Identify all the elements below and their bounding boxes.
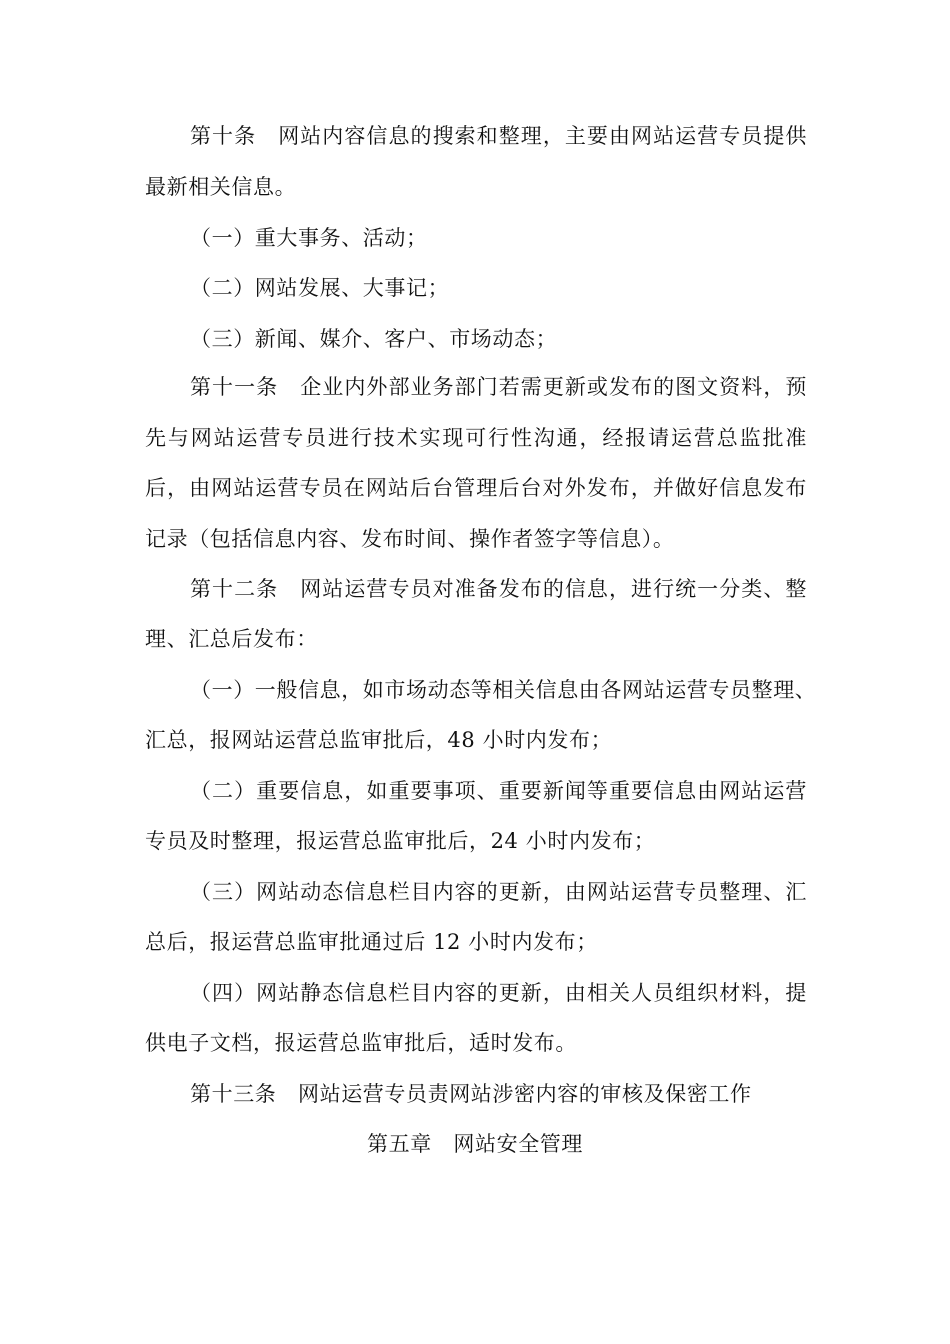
article-11-line-2: 先与网站运营专员进行技术实现可行性沟通，经报请运营总监批准 (145, 426, 807, 450)
article-12-item-2-line-2: 专员及时整理，报运营总监审批后，24 小时内发布； (145, 829, 656, 853)
article-10-item-2: （二）网站发展、大事记； (190, 276, 450, 300)
article-12-item-3-line-1: （三）网站动态信息栏目内容的更新，由网站运营专员整理、汇 (190, 880, 807, 904)
article-11-line-1: 第十一条 企业内外部业务部门若需更新或发布的图文资料，预 (190, 375, 807, 399)
article-10-item-1: （一）重大事务、活动； (190, 226, 428, 250)
article-12-item-4-line-1: （四）网站静态信息栏目内容的更新，由相关人员组织材料，提 (190, 981, 807, 1005)
article-12-item-1-line-1: （一）一般信息，如市场动态等相关信息由各网站运营专员整理、 (190, 678, 817, 702)
article-10-item-3: （三）新闻、媒介、客户、市场动态； (190, 327, 558, 351)
article-10-line-2: 最新相关信息。 (145, 175, 297, 199)
article-12-line-1: 第十二条 网站运营专员对准备发布的信息，进行统一分类、整 (190, 577, 807, 601)
article-12-item-1-line-2: 汇总，报网站运营总监审批后，48 小时内发布； (145, 728, 613, 752)
article-12-line-2: 理、汇总后发布： (145, 627, 318, 651)
article-12-item-4-line-2: 供电子文档，报运营总监审批后，适时发布。 (145, 1031, 577, 1055)
article-12-item-3-line-2: 总后，报运营总监审批通过后 12 小时内发布； (145, 930, 598, 954)
article-11-line-4: 记录（包括信息内容、发布时间、操作者签字等信息）。 (145, 527, 675, 551)
article-10-line-1: 第十条 网站内容信息的搜索和整理，主要由网站运营专员提供 (190, 124, 807, 148)
article-13-line-1: 第十三条 网站运营专员责网站涉密内容的审核及保密工作 (190, 1082, 752, 1106)
article-11-line-3: 后，由网站运营专员在网站后台管理后台对外发布，并做好信息发布 (145, 476, 807, 500)
article-12-item-2-line-1: （二）重要信息，如重要事项、重要新闻等重要信息由网站运营 (190, 779, 807, 803)
chapter-5-heading: 第五章 网站安全管理 (367, 1132, 583, 1156)
